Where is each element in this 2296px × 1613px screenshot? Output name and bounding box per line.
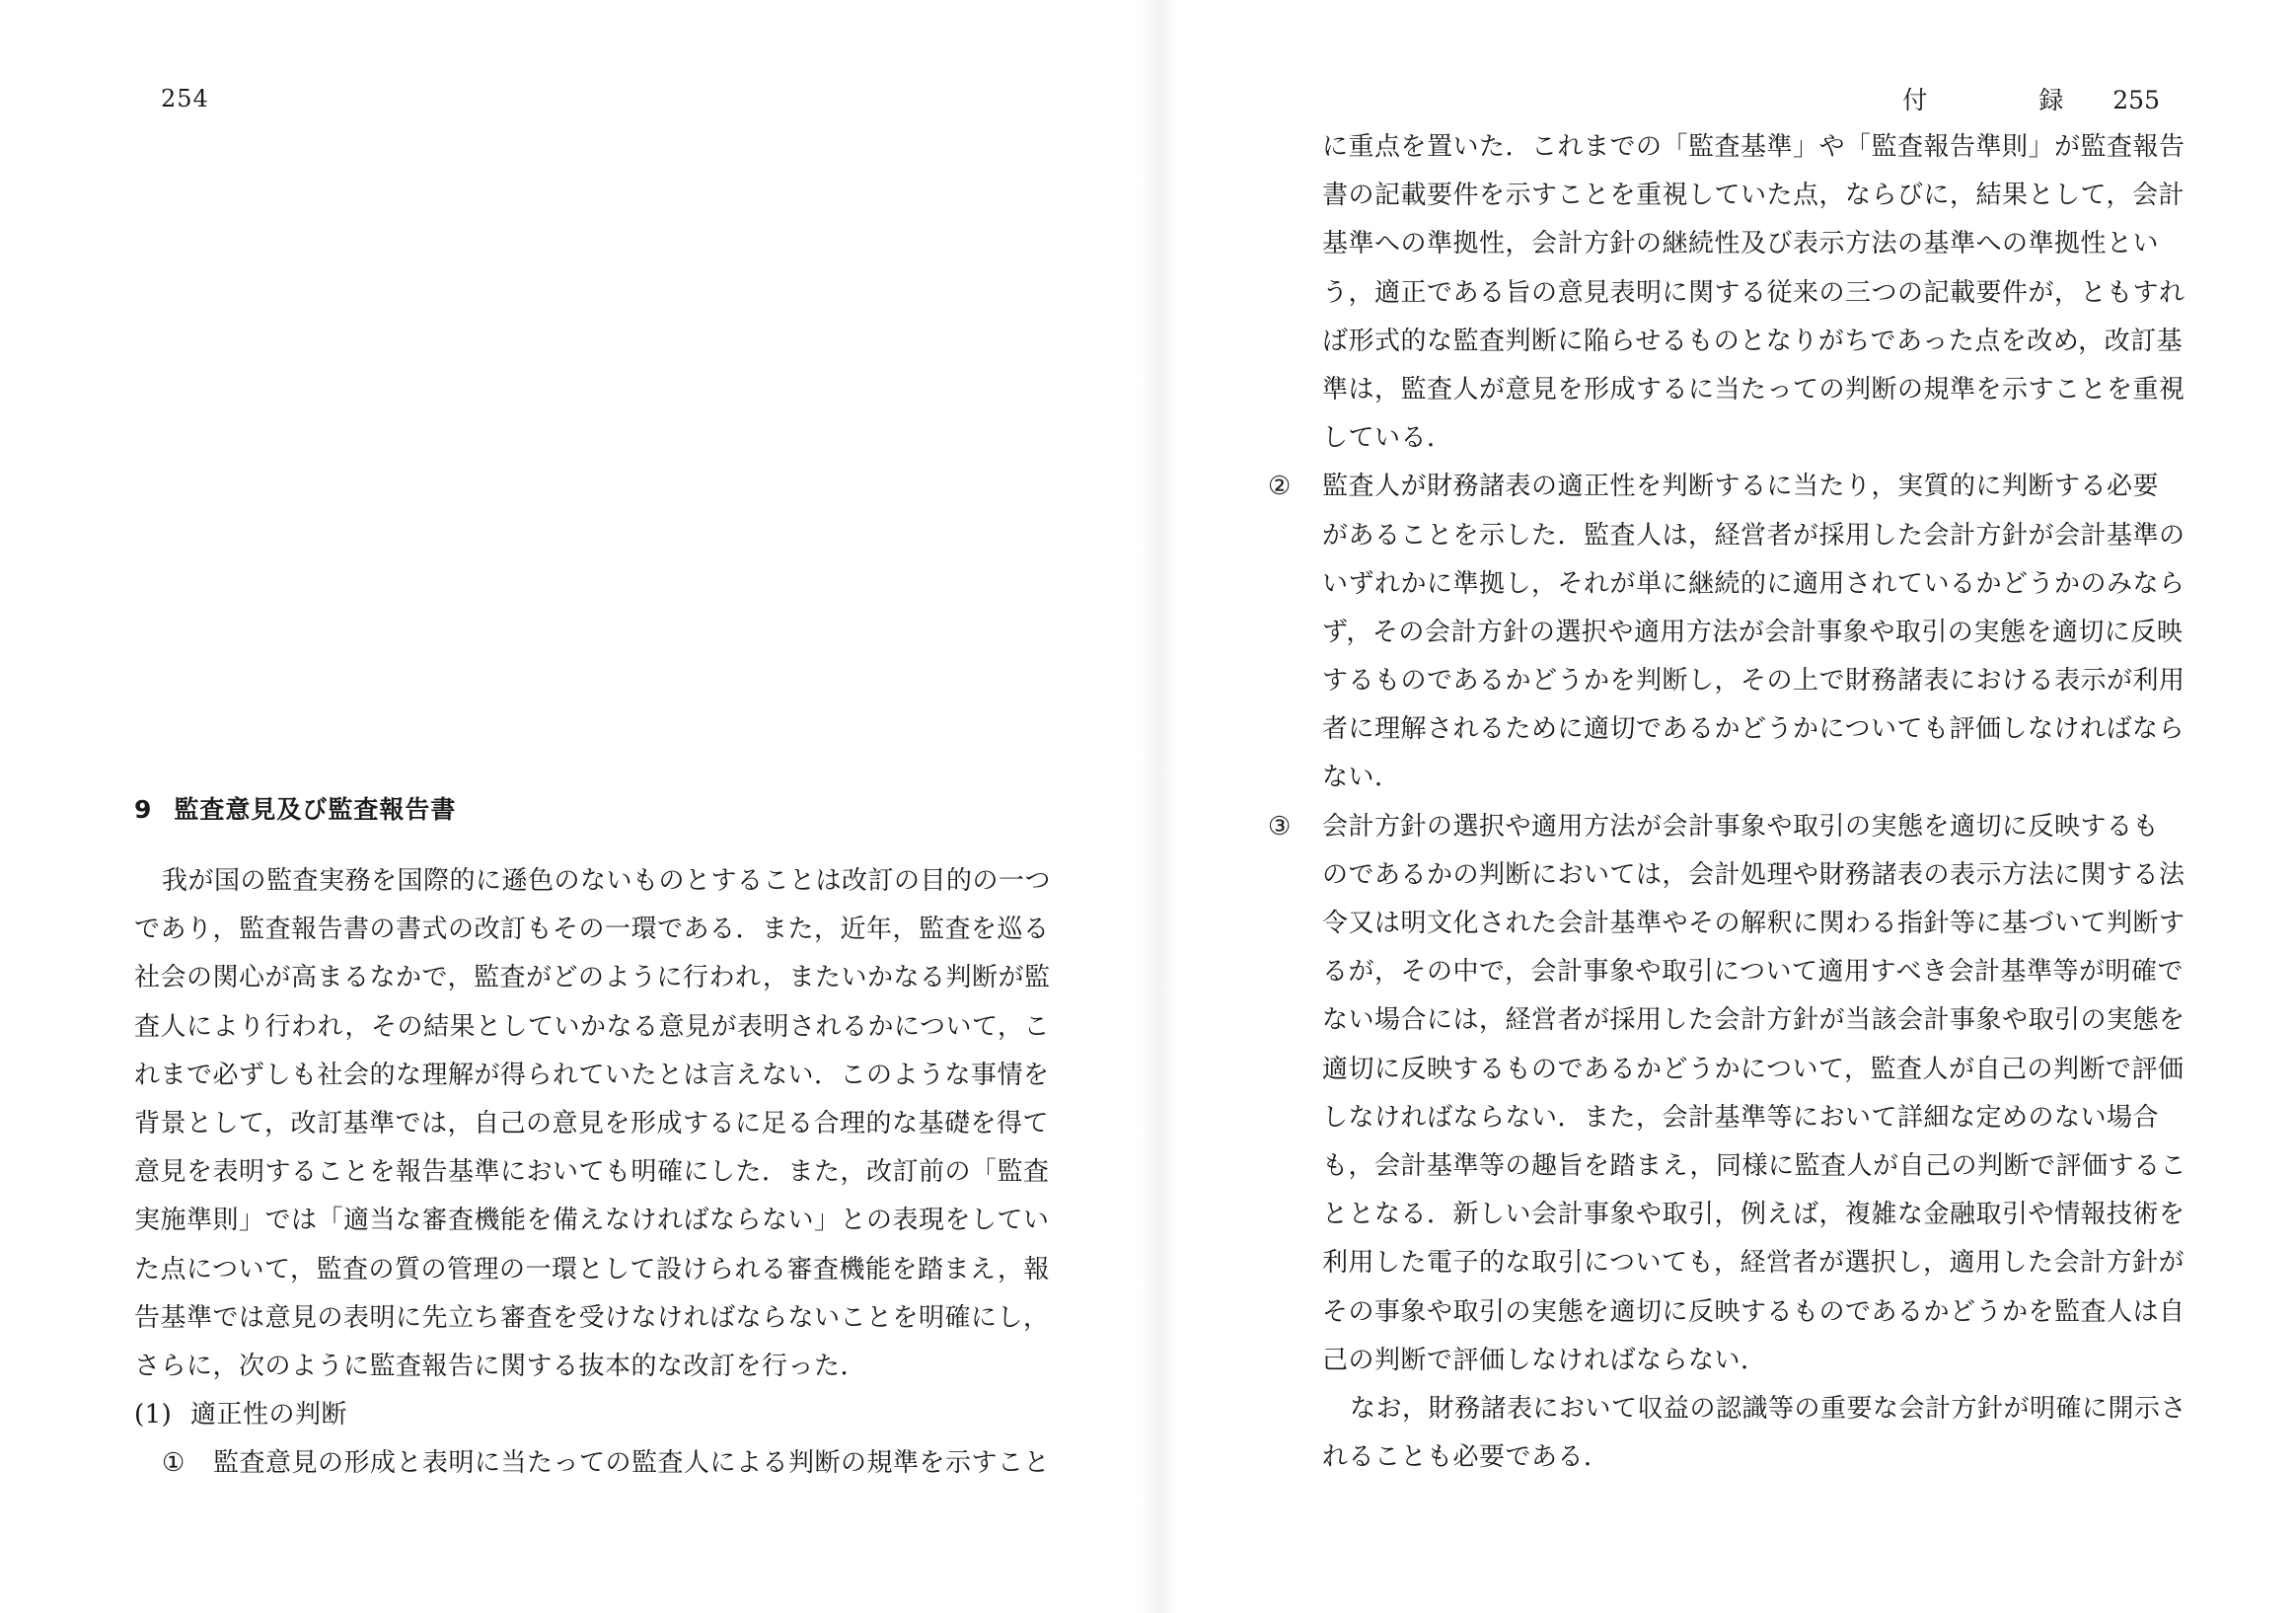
item-1-continuation-line: 準は，監査人が意見を形成するに当たっての判断の規準を示すことを重視 bbox=[1322, 374, 2185, 404]
body-line: であり，監査報告書の書式の改訂もその一環である．また，近年，監査を巡る bbox=[134, 915, 1050, 945]
running-header bbox=[1902, 81, 2160, 116]
list-item-2 bbox=[1268, 463, 2215, 511]
item-1-continuation-line: 基準への準拠性，会計方針の継続性及び表示方法の基準への準拠性とい bbox=[1322, 229, 2160, 259]
item-1-continuation-line: に重点を置いた．これまでの「監査基準」や「監査報告準則」が監査報告 bbox=[1322, 132, 2185, 162]
left-page-number: 254 bbox=[161, 85, 209, 112]
right-page-number: 255 bbox=[2112, 86, 2160, 114]
item-1-text: 監査意見の形成と表明に当たっての監査人による判断の規準を示すこと bbox=[213, 1448, 1051, 1479]
item-1-continuation-line: している． bbox=[1322, 423, 1453, 454]
body-line: 我が国の監査実務を国際的に遜色のないものとすることは改訂の目的の一つ bbox=[162, 866, 1052, 896]
item-marker-3: ③ bbox=[1268, 811, 1292, 842]
item-2-line: 者に理解されるために適切であるかどうかについても評価しなければなら bbox=[1322, 714, 2185, 745]
item-2-first-line: 監査人が財務諸表の適正性を判断するに当たり，実質的に判断する必要 bbox=[1322, 472, 2160, 502]
body-line: 実施準則」では「適当な審査機能を備えなければならない」との表現をしてい bbox=[134, 1206, 1050, 1236]
subheading-marker: (1) bbox=[134, 1400, 173, 1430]
right-body-text bbox=[1268, 123, 2215, 1482]
item-3-line: 己の判断で評価しなければならない． bbox=[1322, 1345, 1767, 1375]
item-3-line: 適切に反映するものであるかどうかについて，監査人が自己の判断で評価 bbox=[1322, 1054, 2185, 1084]
body-line: 意見を表明することを報告基準においても明確にした．また，改訂前の「監査 bbox=[134, 1157, 1050, 1188]
subheading-text: 適正性の判断 bbox=[190, 1400, 348, 1430]
list-item-3 bbox=[1268, 803, 2215, 851]
section-heading bbox=[134, 790, 456, 826]
item-2-line: ない． bbox=[1322, 763, 1401, 793]
item-3-line: のであるかの判断においては，会計処理や財務諸表の表示方法に関する法 bbox=[1322, 859, 2185, 890]
body-line: さらに，次のように監査報告に関する抜本的な改訂を行った． bbox=[134, 1351, 867, 1381]
item-3-line: 利用した電子的な取引についても，経営者が選択し，適用した会計方針が bbox=[1322, 1248, 2185, 1279]
item-2-line: ず，その会計方針の選択や適用方法が会計事象や取引の実態を適切に反映 bbox=[1322, 617, 2184, 647]
item-3-line: るが，その中で，会計事象や取引について適用すべき会計基準等が明確で bbox=[1322, 957, 2184, 988]
closing-line: れることも必要である． bbox=[1322, 1442, 1610, 1473]
item-marker-2: ② bbox=[1268, 472, 1292, 502]
item-3-line: 令又は明文化された会計基準やその解釈に関わる指針等に基づいて判断す bbox=[1322, 909, 2185, 938]
body-line: 社会の関心が高まるなかで，監査がどのように行われ，またいかなる判断が監 bbox=[134, 963, 1051, 993]
body-line: 査人により行われ，その結果としていかなる意見が表明されるかについて，こ bbox=[134, 1011, 1051, 1042]
left-page bbox=[0, 0, 1145, 1613]
body-line: 背景として，改訂基準では，自己の意見を形成するに足る合理的な基礎を得て bbox=[134, 1108, 1049, 1138]
item-1-continuation-line: 書の記載要件を示すことを重視していた点，ならびに，結果として，会計 bbox=[1322, 181, 2185, 211]
item-2-line: があることを示した．監査人は，経営者が採用した会計方針が会計基準の bbox=[1322, 520, 2185, 550]
item-2-line: いずれかに準拠し，それが単に継続的に適用されているかどうかのみなら bbox=[1322, 568, 2185, 599]
item-3-line: その事象や取引の実態を適切に反映するものであるかどうかを監査人は自 bbox=[1322, 1296, 2185, 1327]
item-2-line: するものであるかどうかを判断し，その上で財務諸表における表示が利用 bbox=[1322, 666, 2185, 697]
item-3-line: ない場合には，経営者が採用した会計方針が当該会計事象や取引の実態を bbox=[1322, 1005, 2185, 1036]
list-item-1 bbox=[134, 1439, 1051, 1488]
closing-line: なお，財務諸表において収益の認識等の重要な会計方針が明確に開示さ bbox=[1350, 1393, 2187, 1424]
item-3-line: しなければならない．また，会計基準等において詳細な定めのない場合 bbox=[1322, 1102, 2160, 1133]
section-title-text: 監査意見及び監査報告書 bbox=[174, 795, 457, 824]
item-3-line: も，会計基準等の趣旨を踏まえ，同様に監査人が自己の判断で評価するこ bbox=[1322, 1150, 2187, 1181]
subheading-appropriateness bbox=[134, 1391, 1032, 1439]
body-line: た点について，監査の質の管理の一環として設けられる審査機能を踏まえ，報 bbox=[134, 1254, 1051, 1284]
item-3-line: ととなる．新しい会計事象や取引，例えば，複雑な金融取引や情報技術を bbox=[1322, 1200, 2185, 1230]
header-label: 付 録 bbox=[1902, 86, 2108, 114]
item-1-continuation-line: う，適正である旨の意見表明に関する従来の三つの記載要件が，ともすれ bbox=[1322, 277, 2185, 308]
item-marker-1: ① bbox=[162, 1448, 185, 1479]
item-1-continuation-line: ば形式的な監査判断に陥らせるものとなりがちであった点を改め，改訂基 bbox=[1322, 326, 2184, 356]
body-line: れまで必ずしも社会的な理解が得られていたとは言えない．このような事情を bbox=[134, 1060, 1050, 1090]
body-line: 告基準では意見の表明に先立ち審査を受けなければならないことを明確にし， bbox=[134, 1302, 1050, 1333]
item-3-first-line: 会計方針の選択や適用方法が会計事象や取引の実態を適切に反映するも bbox=[1322, 811, 2160, 842]
left-body-text bbox=[134, 857, 1052, 1488]
section-number: 9 bbox=[134, 795, 153, 824]
